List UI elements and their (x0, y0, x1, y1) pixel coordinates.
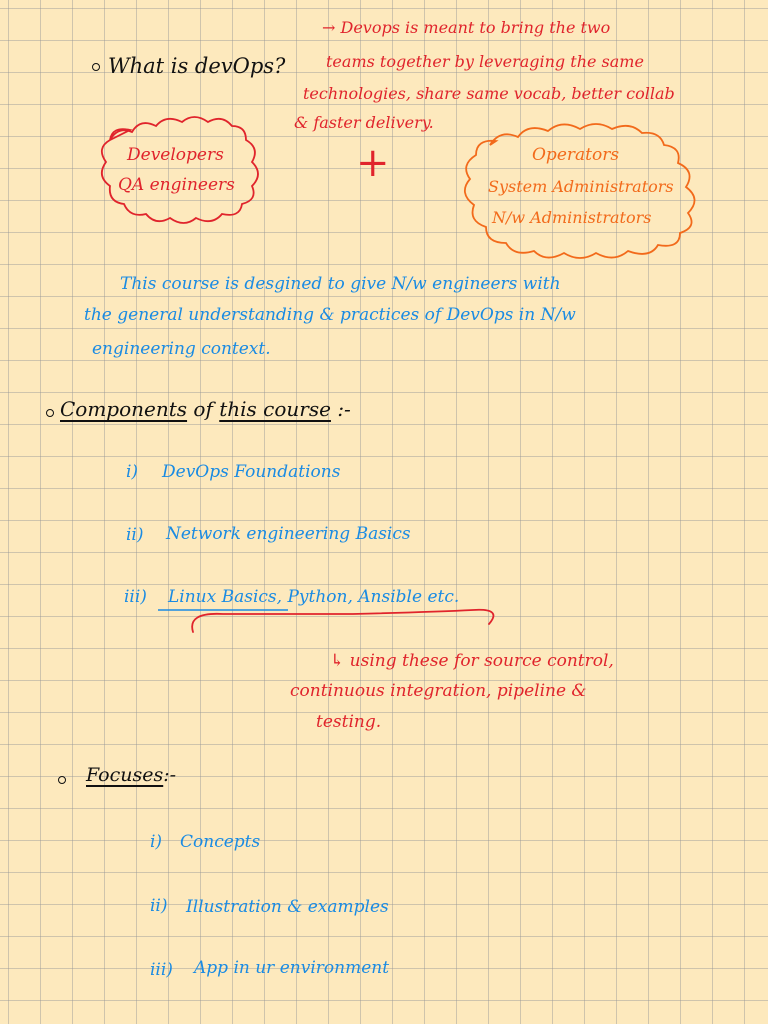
focuses-heading (86, 764, 176, 786)
components-heading (60, 397, 351, 421)
component-item-text: DevOps Foundations (162, 462, 341, 482)
cloud-right-line1: Operators (532, 145, 620, 165)
components-heading-of: of (193, 397, 213, 421)
plus-sign: + (356, 140, 390, 186)
devops-definition-line4: & faster delivery. (294, 113, 434, 132)
title-question: What is devOps? (108, 54, 286, 78)
components-heading-suffix: :- (337, 397, 351, 421)
focus-item-text: Concepts (180, 832, 261, 852)
course-description-line3: engineering context. (92, 339, 271, 359)
focus-item-number: ii) (150, 896, 168, 916)
components-note-line1: ↳ using these for source control, (330, 651, 614, 671)
components-note-line3: testing. (316, 712, 382, 732)
component-item-text: Linux Basics, Python, Ansible etc. (168, 587, 460, 607)
cloud-right-line2: System Administrators (488, 177, 674, 196)
focus-item-number: iii) (150, 960, 173, 980)
focuses-heading-word: Focuses (86, 764, 164, 786)
focuses-heading-suffix: :- (163, 764, 177, 786)
components-heading-word: Components (60, 397, 188, 421)
devops-definition-line2: teams together by leveraging the same (326, 52, 644, 71)
component-item-text: Network engineering Basics (166, 524, 411, 544)
bullet (92, 63, 100, 71)
component-item-number: i) (126, 462, 139, 482)
cloud-left-outline (102, 117, 258, 223)
cloud-left-line2: QA engineers (118, 175, 235, 195)
bullet (58, 776, 66, 784)
component-item-number: iii) (124, 587, 147, 607)
course-description-line1: This course is desgined to give N/w engineers with (120, 274, 561, 294)
devops-definition-line3: technologies, share same vocab, better collab (303, 84, 675, 103)
components-note-line2: continuous integration, pipeline & (290, 681, 587, 701)
components-heading-course: this course (219, 397, 331, 421)
focus-item-text: Illustration & examples (186, 897, 389, 917)
component-item-number: ii) (126, 525, 144, 545)
cloud-left-line1: Developers (127, 145, 224, 165)
focus-item-number: i) (150, 832, 163, 852)
cloud-right-line3: N/w Administrators (492, 208, 652, 227)
bullet (46, 409, 54, 417)
devops-definition-line1: → Devops is meant to bring the two (322, 18, 611, 37)
focus-item-text: App in ur environment (194, 958, 390, 978)
course-description-line2: the general understanding & practices of DevOps in N/w (84, 305, 576, 325)
brace-underline (192, 610, 493, 632)
